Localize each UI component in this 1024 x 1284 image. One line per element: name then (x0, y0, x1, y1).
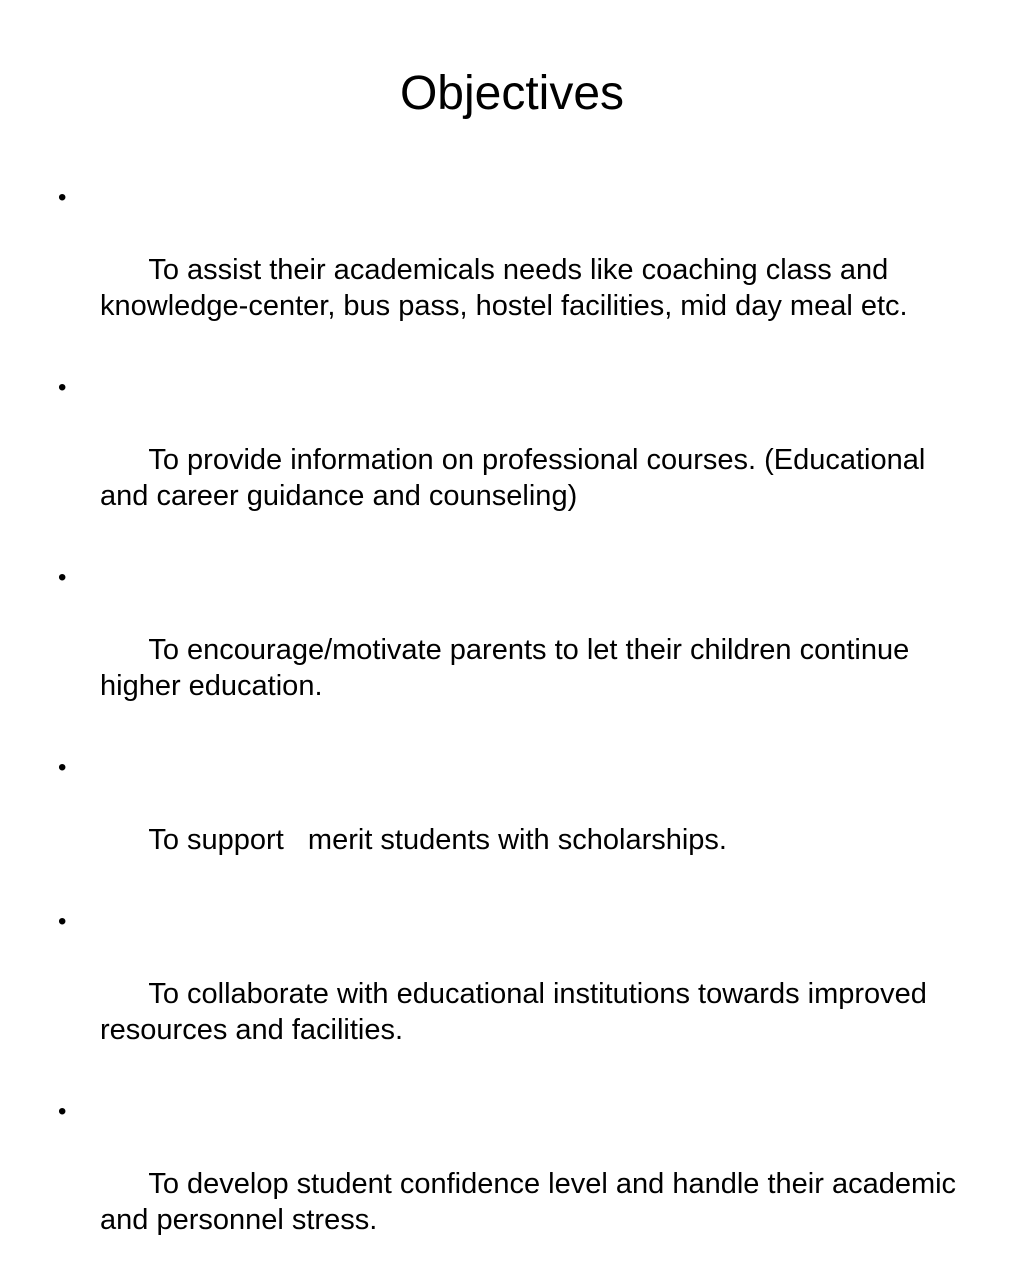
bullet-icon: • (58, 564, 67, 591)
list-item (58, 904, 958, 1084)
bullet-icon: • (58, 374, 67, 401)
list-item (58, 370, 958, 550)
bullet-text: To develop student confidence level and handle their academic and personnel stress. (100, 1168, 965, 1236)
bullet-icon: • (58, 184, 67, 211)
bullet-text: To assist their academicals needs like coaching class and knowledge-center, bus pass, hostel facilities, mid day meal etc. (100, 254, 908, 322)
list-item (58, 750, 958, 894)
bullet-text: To provide information on professional courses. (Educational and career guidance and counseling) (100, 444, 934, 512)
list-item (58, 1094, 965, 1274)
bullet-text: To encourage/motivate parents to let their children continue higher education. (100, 634, 918, 702)
bullet-icon: • (58, 754, 67, 781)
bullet-icon: • (58, 908, 67, 935)
bullet-text: To collaborate with educational institutions towards improved resources and facilities. (100, 978, 935, 1046)
bullet-icon: • (58, 1098, 67, 1125)
list-item (58, 180, 958, 360)
list-item (58, 560, 958, 740)
objectives-list (58, 180, 965, 1284)
slide-title: Objectives (399, 67, 625, 120)
bullet-text: To support merit students with scholarships. (148, 824, 727, 856)
